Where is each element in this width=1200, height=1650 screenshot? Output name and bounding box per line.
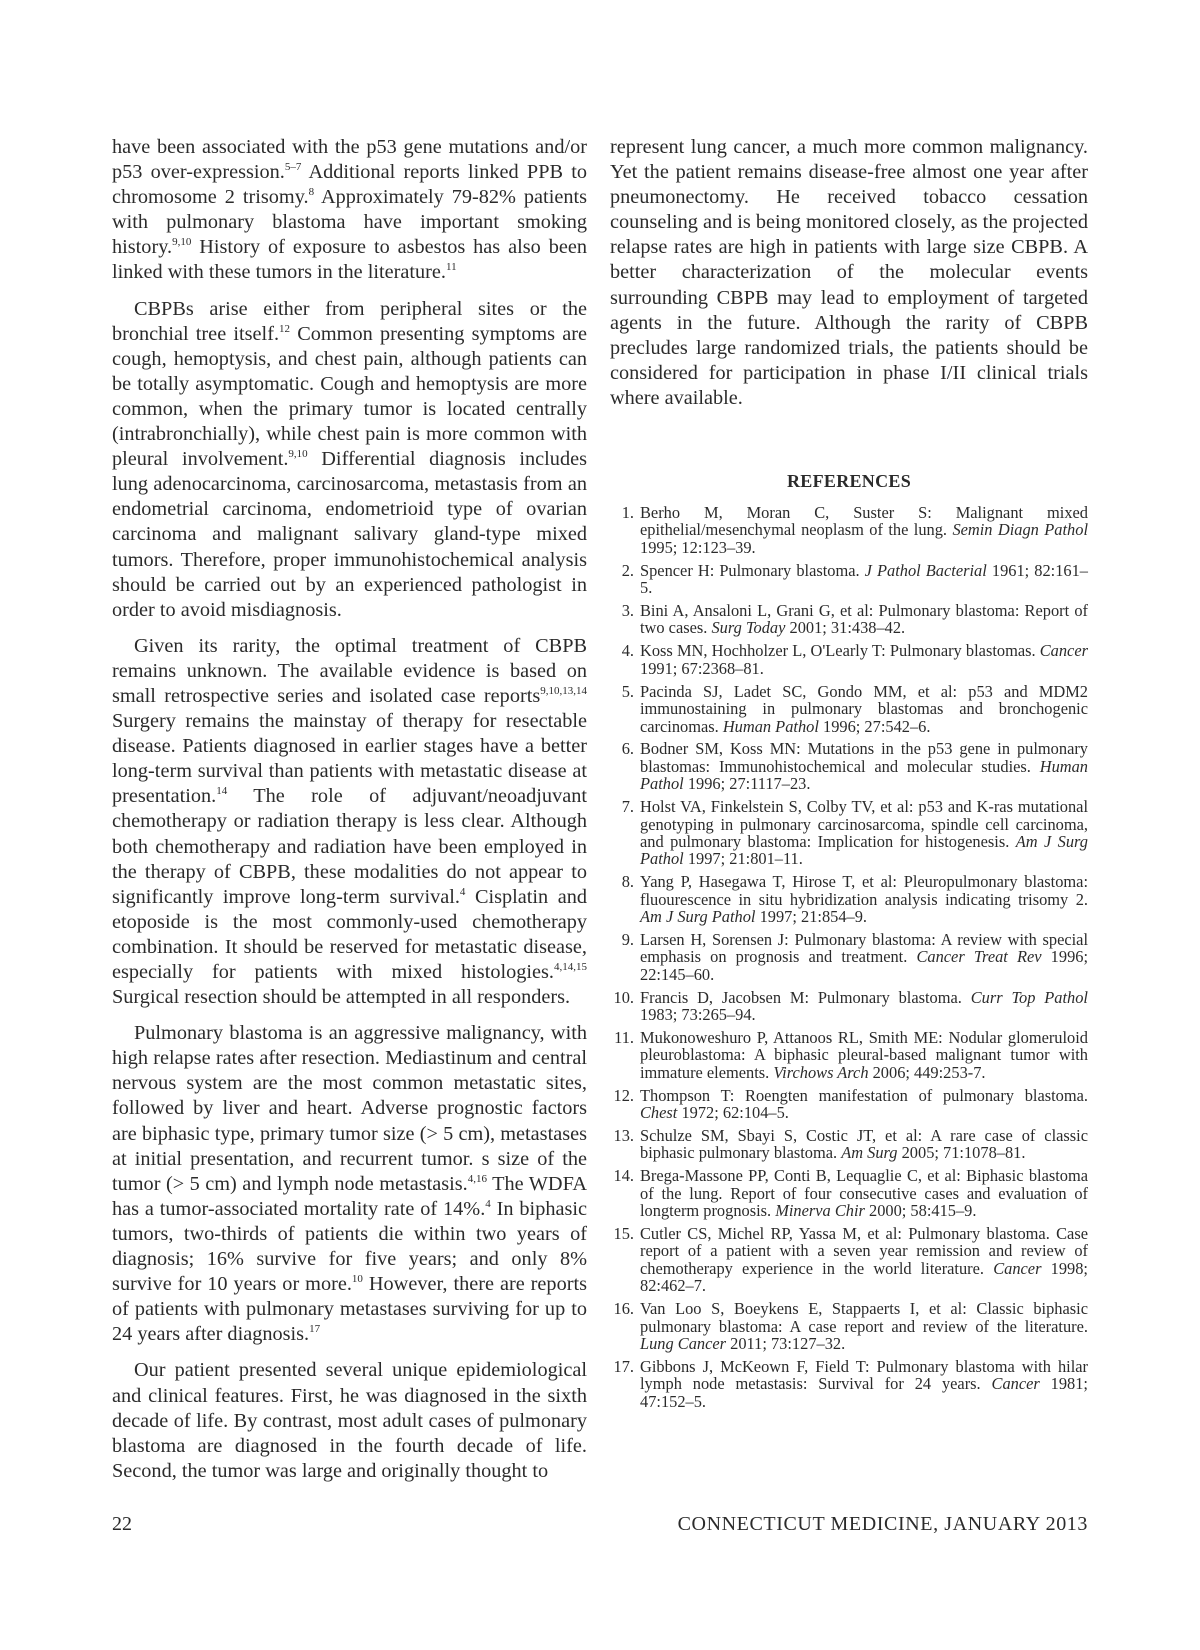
- body-paragraph: [112, 1021, 587, 1347]
- citation-superscript: 11: [446, 261, 457, 274]
- citation-superscript: 17: [309, 1323, 321, 1336]
- reference-item: [610, 1300, 1088, 1352]
- reference-number: 11.: [614, 1028, 634, 1047]
- paragraph-text: The WDFA has a tumor-associated mortality rate of 14%.: [112, 1172, 587, 1220]
- reference-citation: 1996; 27:1117–23.: [683, 774, 811, 794]
- reference-journal: J Pathol Bacterial: [864, 560, 987, 580]
- reference-citation: 2001; 31:438–42.: [785, 618, 906, 638]
- citation-superscript: 10: [351, 1273, 363, 1286]
- paragraph-text: Surgical resection should be attempted in all responders.: [112, 986, 571, 1009]
- reference-number: 17.: [613, 1356, 634, 1376]
- reference-journal: Lung Cancer: [640, 1334, 727, 1353]
- body-paragraph: [112, 135, 587, 286]
- reference-number: 9.: [621, 929, 634, 949]
- reference-citation: 2006; 449:253-7.: [868, 1062, 986, 1082]
- reference-journal: Minerva Chir: [775, 1201, 865, 1221]
- reference-authors-title: Yang P, Hasegawa T, Hirose T, et al: Pleuropulmonary blastoma: fluourescence in situ hybridization analysis indicating trisomy 2.: [640, 872, 1088, 909]
- references-heading: REFERENCES: [786, 471, 912, 492]
- page-number: 22: [112, 1513, 132, 1535]
- reference-number: 5.: [621, 681, 634, 701]
- reference-authors-title: Koss MN, Hochholzer L, O'Learly T: Pulmonary blastomas.: [640, 641, 1040, 661]
- journal-footer: CONNECTICUT MEDICINE, JANUARY 2013: [677, 1513, 1088, 1535]
- reference-item: [610, 740, 1088, 792]
- reference-citation: 2000; 58:415–9.: [864, 1201, 977, 1221]
- reference-journal: Am J Surg Pathol: [640, 907, 756, 927]
- citation-superscript: 14: [216, 785, 228, 798]
- reference-item: [610, 1087, 1088, 1122]
- reference-number: 4.: [621, 641, 634, 661]
- reference-item: [610, 602, 1088, 637]
- paragraph-text: Cisplatin and etoposide is the most commonly-used chemotherapy combination. It should be reserved for metastatic disease, especially for patients with mixed histologies.: [112, 885, 587, 983]
- reference-authors-title: Holst VA, Finkelstein S, Colby TV, et al: p53 and K-ras mutational genotyping in pulmonary carcinosarcoma, spindle cell carcinoma, and pulmonary blastoma: Implication for histogenesis.: [640, 797, 1088, 851]
- reference-list: [610, 504, 1088, 1410]
- reference-item: [610, 504, 1088, 556]
- reference-number: 13.: [613, 1126, 634, 1146]
- reference-journal: Am J Surg Pathol: [640, 831, 1088, 869]
- reference-item: [610, 931, 1088, 983]
- reference-citation: 1961; 82:161–5.: [640, 560, 1088, 598]
- reference-authors-title: Larsen H, Sorensen J: Pulmonary blastoma: A review with special emphasis on prognosis and treatment.: [640, 929, 1088, 967]
- citation-superscript: 8: [308, 186, 315, 199]
- reference-citation: 2011; 73:127–32.: [726, 1334, 846, 1353]
- reference-citation: 1972; 62:104–5.: [677, 1103, 789, 1123]
- paragraph-text: Pulmonary blastoma is an aggressive malignancy, with high relapse rates after resection. Mediastinum and central nervous system are the most common metastatic sites, followed by liver and heart. Adverse prognostic factors are biphasic type, primary tumor size (> 5 cm), metastases at initial presentation, and recurrent tumor. s size of the tumor (> 5 cm) and lymph node metastasis.: [112, 1022, 587, 1195]
- reference-number: 14.: [613, 1166, 634, 1186]
- paragraph-text: The role of adjuvant/neoadjuvant chemotherapy or radiation therapy is less clear. Although both chemotherapy and radiation have been employed in the therapy of CBPB, these modalities do not appear to significantly improve long-term survival.: [112, 785, 587, 908]
- body-paragraph-continued: represent lung cancer, a much more common malignancy. Yet the patient remains disease-free almost one year after pneumonectomy. He received tobacco cessation counseling and is being monitored closely, as the projected relapse rates are high in patients with large size CBPB. A better characterization of the molecular events surrounding CBPB may lead to employment of targeted agents in the future. Although the rarity of CBPB precludes large randomized trials, the patients should be considered for participation in phase I/II clinical trials where available.: [610, 136, 1088, 409]
- reference-item: [610, 1358, 1088, 1410]
- citation-superscript: 9,10: [172, 236, 192, 249]
- reference-item: [610, 798, 1088, 868]
- citation-superscript: 5–7: [284, 161, 302, 174]
- reference-journal: Cancer: [991, 1374, 1040, 1394]
- paragraph-text: CBPBs arise either from peripheral sites or the bronchial tree itself.: [112, 297, 587, 345]
- reference-number: 16.: [613, 1299, 634, 1319]
- reference-authors-title: Bodner SM, Koss MN: Mutations in the p53 gene in pulmonary blastomas: Immunohistochemical and molecular studies.: [640, 739, 1088, 776]
- citation-superscript: 4: [459, 885, 466, 898]
- paragraph-text: Surgery remains the mainstay of therapy for resectable disease. Patients diagnosed in earlier stages have a better long-term survival than patients with metastatic disease at presentation.: [112, 710, 587, 808]
- reference-citation: 1997; 21:801–11.: [683, 849, 803, 869]
- reference-authors-title: Thompson T: Roengten manifestation of pulmonary blastoma.: [640, 1085, 1088, 1105]
- reference-journal: Surg Today: [711, 618, 786, 638]
- body-paragraph: [112, 634, 587, 1010]
- citation-superscript: 9,10,13,14: [540, 684, 587, 697]
- reference-number: 3.: [621, 601, 634, 621]
- citation-superscript: 9,10: [288, 448, 308, 461]
- reference-item: [610, 1225, 1088, 1295]
- reference-citation: 2005; 71:1078–81.: [897, 1143, 1026, 1163]
- reference-number: 7.: [621, 797, 634, 817]
- reference-authors-title: Cutler CS, Michel RP, Yassa M, et al: Pulmonary blastoma. Case report of a patient with a seven year remission and review of chemotherapy experience in the world literature.: [640, 1224, 1088, 1278]
- paragraph-text: However, there are reports of patients with pulmonary metastases surviving for up to 24 years after diagnosis.: [112, 1273, 587, 1346]
- citation-superscript: 4,14,15: [554, 961, 587, 973]
- reference-journal: Semin Diagn Pathol: [952, 520, 1088, 540]
- reference-item: [610, 873, 1088, 925]
- reference-citation: 1991; 67:2368–81.: [640, 658, 764, 678]
- reference-authors-title: Brega-Massone PP, Conti B, Lequaglie C, et al: Biphasic blastoma of the lung. Report of four consecutive cases and evaluation of longterm prognosis.: [640, 1166, 1088, 1221]
- citation-superscript: 4: [485, 1197, 491, 1210]
- reference-authors-title: Bini A, Ansaloni L, Grani G, et al: Pulmonary blastoma: Report of two cases.: [640, 601, 1088, 638]
- reference-authors-title: Van Loo S, Boeykens E, Stappaerts I, et al: Classic biphasic pulmonary blastoma: A case report and review of the literature.: [640, 1299, 1088, 1336]
- reference-item: [610, 1167, 1088, 1219]
- reference-journal: Am Surg: [841, 1143, 898, 1163]
- reference-citation: 1998; 82:462–7.: [640, 1258, 1088, 1296]
- reference-item: [610, 1127, 1088, 1162]
- reference-citation: 1997; 21:854–9.: [755, 907, 868, 927]
- reference-citation: 1996; 22:145–60.: [640, 947, 1089, 984]
- reference-journal: Cancer: [1039, 641, 1088, 661]
- reference-authors-title: Mukonoweshuro P, Attanoos RL, Smith ME: Nodular glomeruloid pleuroblastoma: A biphasic pleural-based malignant tumor with immature elements.: [640, 1028, 1088, 1082]
- reference-journal: Chest: [640, 1103, 678, 1123]
- paragraph-text: History of exposure to asbestos has also been linked with these tumors in the literature.: [112, 236, 587, 284]
- paragraph-text: Common presenting symptoms are cough, hemoptysis, and chest pain, although patients can be totally asymptomatic. Cough and hemoptysis are more common, when the primary tumor is located centrally (intrabronchially), while chest pain is more common with pleural involvement.: [112, 322, 587, 471]
- paragraph-text: Approximately 79-82% patients with pulmonary blastoma have important smoking history.: [112, 186, 587, 259]
- reference-citation: 1981; 47:152–5.: [640, 1374, 1088, 1411]
- reference-number: 1.: [621, 503, 634, 523]
- reference-citation: 1996; 27:542–6.: [818, 716, 931, 736]
- reference-number: 10.: [613, 987, 634, 1007]
- reference-item: [610, 562, 1088, 597]
- body-paragraph: [112, 297, 587, 623]
- reference-item: [610, 989, 1088, 1024]
- paragraph-text: have been associated with the p53 gene mutations and/or p53 over-expression.: [112, 136, 587, 184]
- reference-item: [610, 642, 1088, 677]
- reference-authors-title: Schulze SM, Sbayi S, Costic JT, et al: A rare case of classic biphasic pulmonary blastoma.: [640, 1126, 1088, 1163]
- reference-item: [610, 1029, 1088, 1081]
- reference-authors-title: Berho M, Moran C, Suster S: Malignant mixed epithelial/mesenchymal neoplasm of the lung.: [640, 503, 1088, 540]
- reference-number: 6.: [621, 739, 634, 759]
- right-text-column: [610, 135, 1088, 1416]
- left-text-column: [112, 135, 587, 1495]
- reference-number: 15.: [613, 1224, 634, 1244]
- paragraph-text: Differential diagnosis includes lung adenocarcinoma, carcinosarcoma, metastasis from an endometrial carcinoma, endometrioid type of ovarian carcinoma and malignant salivary gland-type mixed tumors. Therefore, proper immunohistochemical analysis should be carried out by an experienced pathologist in order to avoid misdiagnosis.: [112, 448, 587, 621]
- paragraph-text: Given its rarity, the optimal treatment of CBPB remains unknown. The available evidence is based on small retrospective series and isolated case reports: [112, 634, 587, 707]
- reference-journal: Cancer Treat Rev: [916, 947, 1042, 967]
- reference-number: 2.: [621, 560, 634, 580]
- reference-authors-title: Gibbons J, McKeown F, Field T: Pulmonary blastoma with hilar lymph node metastasis: Survival for 24 years.: [640, 1356, 1088, 1394]
- body-paragraph: [112, 1358, 587, 1483]
- reference-journal: Human Pathol: [640, 756, 1088, 794]
- paragraph-text: In biphasic tumors, two-thirds of patients die within two years of diagnosis; 16% survive for five years; and only 8% survive for 10 years or more.: [112, 1197, 588, 1296]
- reference-number: 12.: [613, 1085, 634, 1105]
- paragraph-text: Additional reports linked PPB to chromosome 2 trisomy.: [112, 161, 588, 209]
- reference-journal: Human Pathol: [722, 716, 819, 736]
- paragraph-text: Our patient presented several unique epidemiological and clinical features. First, he was diagnosed in the sixth decade of life. By contrast, most adult cases of pulmonary blastoma are diagnosed in the fourth decade of life. Second, the tumor was large and originally thought to: [112, 1359, 587, 1482]
- reference-journal: Virchows Arch: [773, 1062, 869, 1082]
- reference-journal: Cancer: [993, 1258, 1042, 1278]
- reference-number: 8.: [621, 872, 634, 892]
- reference-citation: 1995; 12:123–39.: [640, 537, 756, 557]
- reference-authors-title: Francis D, Jacobsen M: Pulmonary blastoma.: [640, 987, 971, 1007]
- reference-authors-title: Spencer H: Pulmonary blastoma.: [640, 560, 865, 580]
- citation-superscript: 4,16: [467, 1172, 487, 1185]
- reference-citation: 1983; 73:265–94.: [640, 1005, 756, 1025]
- reference-authors-title: Pacinda SJ, Ladet SC, Gondo MM, et al: p53 and MDM2 immunostaining in pulmonary blastomas and bronchogenic carcinomas.: [640, 681, 1088, 736]
- reference-journal: Curr Top Pathol: [970, 987, 1088, 1007]
- citation-superscript: 12: [279, 322, 291, 335]
- reference-item: [610, 683, 1088, 735]
